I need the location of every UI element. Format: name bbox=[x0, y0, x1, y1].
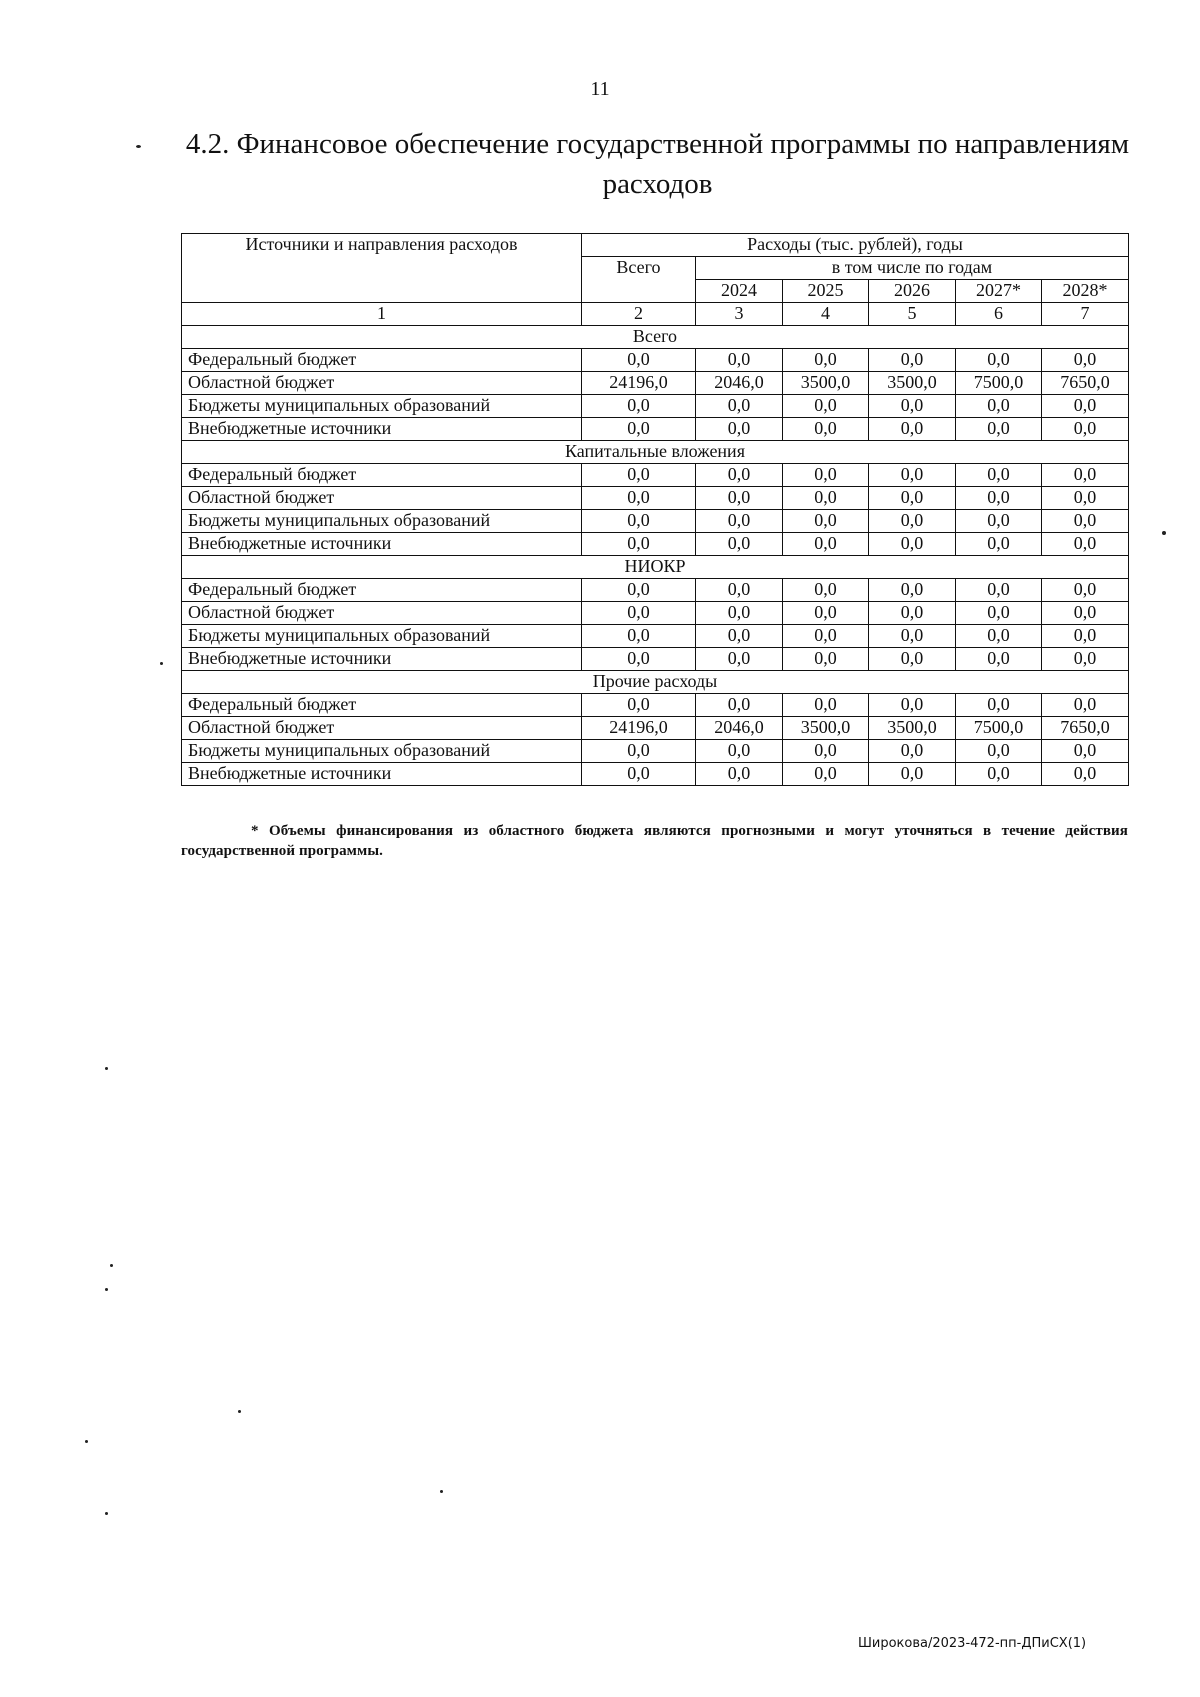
section-row bbox=[182, 671, 1129, 694]
page-number: 11 bbox=[590, 78, 610, 100]
year-value-cell: 7650,0 bbox=[1042, 717, 1129, 740]
year-value-cell: 0,0 bbox=[696, 648, 783, 671]
year-value-cell: 0,0 bbox=[869, 740, 956, 763]
year-value-cell: 0,0 bbox=[783, 579, 869, 602]
year-value-cell: 0,0 bbox=[956, 395, 1042, 418]
year-value-cell: 0,0 bbox=[783, 487, 869, 510]
year-value-cell: 0,0 bbox=[869, 510, 956, 533]
section-title-cell: Капитальные вложения bbox=[182, 441, 1129, 464]
year-value-cell: 0,0 bbox=[956, 579, 1042, 602]
year-value-cell: 0,0 bbox=[1042, 487, 1129, 510]
year-value-cell: 0,0 bbox=[783, 763, 869, 786]
year-value-cell: 0,0 bbox=[956, 763, 1042, 786]
year-value-cell: 0,0 bbox=[956, 602, 1042, 625]
column-number: 5 bbox=[869, 303, 956, 326]
scan-speck bbox=[160, 662, 163, 665]
year-value-cell: 0,0 bbox=[869, 763, 956, 786]
scan-speck bbox=[105, 1288, 108, 1291]
section-title: 4.2. Финансовое обеспечение государственной программы по направлениям расходов bbox=[185, 128, 1130, 200]
year-value-cell: 0,0 bbox=[1042, 625, 1129, 648]
table-row bbox=[182, 717, 1129, 740]
year-value-cell: 0,0 bbox=[1042, 464, 1129, 487]
year-value-cell: 0,0 bbox=[696, 349, 783, 372]
scan-speck bbox=[110, 1264, 113, 1267]
table-row bbox=[182, 487, 1129, 510]
year-value-cell: 0,0 bbox=[1042, 349, 1129, 372]
header-year: 2026 bbox=[869, 280, 956, 303]
year-value-cell: 0,0 bbox=[956, 694, 1042, 717]
table-row bbox=[182, 395, 1129, 418]
table-row bbox=[182, 763, 1129, 786]
total-cell: 0,0 bbox=[582, 602, 696, 625]
budget-table bbox=[181, 233, 1129, 786]
total-cell: 0,0 bbox=[582, 510, 696, 533]
header-source: Источники и направления расходов bbox=[182, 234, 582, 303]
year-value-cell: 3500,0 bbox=[869, 717, 956, 740]
year-value-cell: 7650,0 bbox=[1042, 372, 1129, 395]
total-cell: 24196,0 bbox=[582, 372, 696, 395]
total-cell: 0,0 bbox=[582, 625, 696, 648]
source-cell: Бюджеты муниципальных образований bbox=[182, 395, 582, 418]
year-value-cell: 0,0 bbox=[696, 533, 783, 556]
column-number: 7 bbox=[1042, 303, 1129, 326]
year-value-cell: 0,0 bbox=[956, 349, 1042, 372]
total-cell: 0,0 bbox=[582, 349, 696, 372]
year-value-cell: 0,0 bbox=[696, 395, 783, 418]
year-value-cell: 0,0 bbox=[783, 418, 869, 441]
table-row bbox=[182, 625, 1129, 648]
total-cell: 0,0 bbox=[582, 395, 696, 418]
source-cell: Областной бюджет bbox=[182, 372, 582, 395]
source-cell: Бюджеты муниципальных образований bbox=[182, 510, 582, 533]
table-row bbox=[182, 349, 1129, 372]
column-number: 1 bbox=[182, 303, 582, 326]
year-value-cell: 0,0 bbox=[869, 418, 956, 441]
header-year: 2025 bbox=[783, 280, 869, 303]
section-title-cell: Прочие расходы bbox=[182, 671, 1129, 694]
year-value-cell: 0,0 bbox=[869, 648, 956, 671]
year-value-cell: 0,0 bbox=[696, 740, 783, 763]
year-value-cell: 3500,0 bbox=[783, 717, 869, 740]
section-row bbox=[182, 441, 1129, 464]
column-number: 2 bbox=[582, 303, 696, 326]
year-value-cell: 0,0 bbox=[783, 395, 869, 418]
column-number: 3 bbox=[696, 303, 783, 326]
year-value-cell: 0,0 bbox=[783, 510, 869, 533]
scan-speck bbox=[136, 145, 141, 148]
year-value-cell: 0,0 bbox=[783, 349, 869, 372]
source-cell: Федеральный бюджет bbox=[182, 349, 582, 372]
source-cell: Областной бюджет bbox=[182, 487, 582, 510]
source-cell: Внебюджетные источники bbox=[182, 533, 582, 556]
year-value-cell: 0,0 bbox=[869, 395, 956, 418]
section-title-cell: НИОКР bbox=[182, 556, 1129, 579]
source-cell: Внебюджетные источники bbox=[182, 763, 582, 786]
year-value-cell: 0,0 bbox=[956, 487, 1042, 510]
year-value-cell: 0,0 bbox=[869, 349, 956, 372]
source-cell: Внебюджетные источники bbox=[182, 418, 582, 441]
scan-speck bbox=[105, 1067, 108, 1070]
total-cell: 0,0 bbox=[582, 763, 696, 786]
year-value-cell: 0,0 bbox=[783, 648, 869, 671]
year-value-cell: 0,0 bbox=[1042, 648, 1129, 671]
year-value-cell: 0,0 bbox=[783, 625, 869, 648]
year-value-cell: 0,0 bbox=[869, 487, 956, 510]
header-year: 2024 bbox=[696, 280, 783, 303]
year-value-cell: 0,0 bbox=[696, 763, 783, 786]
total-cell: 24196,0 bbox=[582, 717, 696, 740]
column-number: 6 bbox=[956, 303, 1042, 326]
table-row bbox=[182, 510, 1129, 533]
source-cell: Федеральный бюджет bbox=[182, 464, 582, 487]
total-cell: 0,0 bbox=[582, 648, 696, 671]
source-cell: Бюджеты муниципальных образований bbox=[182, 625, 582, 648]
column-number: 4 bbox=[783, 303, 869, 326]
year-value-cell: 0,0 bbox=[956, 648, 1042, 671]
year-value-cell: 7500,0 bbox=[956, 717, 1042, 740]
year-value-cell: 0,0 bbox=[956, 418, 1042, 441]
year-value-cell: 0,0 bbox=[869, 579, 956, 602]
year-value-cell: 0,0 bbox=[1042, 579, 1129, 602]
year-value-cell: 0,0 bbox=[1042, 694, 1129, 717]
year-value-cell: 0,0 bbox=[1042, 395, 1129, 418]
source-cell: Областной бюджет bbox=[182, 717, 582, 740]
year-value-cell: 0,0 bbox=[783, 694, 869, 717]
year-value-cell: 0,0 bbox=[1042, 740, 1129, 763]
year-value-cell: 0,0 bbox=[869, 625, 956, 648]
year-value-cell: 0,0 bbox=[783, 464, 869, 487]
source-cell: Областной бюджет bbox=[182, 602, 582, 625]
header-year: 2028* bbox=[1042, 280, 1129, 303]
year-value-cell: 0,0 bbox=[783, 740, 869, 763]
scan-speck bbox=[85, 1440, 88, 1443]
year-value-cell: 3500,0 bbox=[869, 372, 956, 395]
section-title-cell: Всего bbox=[182, 326, 1129, 349]
column-numbers-row bbox=[182, 303, 1129, 326]
year-value-cell: 0,0 bbox=[696, 418, 783, 441]
total-cell: 0,0 bbox=[582, 418, 696, 441]
year-value-cell: 0,0 bbox=[869, 602, 956, 625]
year-value-cell: 2046,0 bbox=[696, 717, 783, 740]
header-expenses: Расходы (тыс. рублей), годы bbox=[582, 234, 1129, 257]
year-value-cell: 0,0 bbox=[696, 579, 783, 602]
section-row bbox=[182, 326, 1129, 349]
year-value-cell: 0,0 bbox=[956, 464, 1042, 487]
scan-speck bbox=[105, 1512, 108, 1515]
year-value-cell: 0,0 bbox=[1042, 418, 1129, 441]
header-total: Всего bbox=[582, 257, 696, 303]
header-by-years: в том числе по годам bbox=[696, 257, 1129, 280]
table-row bbox=[182, 740, 1129, 763]
year-value-cell: 0,0 bbox=[696, 625, 783, 648]
table-row bbox=[182, 694, 1129, 717]
source-cell: Федеральный бюджет bbox=[182, 579, 582, 602]
year-value-cell: 0,0 bbox=[1042, 510, 1129, 533]
table-row bbox=[182, 418, 1129, 441]
year-value-cell: 0,0 bbox=[956, 510, 1042, 533]
table-row bbox=[182, 372, 1129, 395]
section-row bbox=[182, 556, 1129, 579]
year-value-cell: 0,0 bbox=[869, 464, 956, 487]
source-cell: Федеральный бюджет bbox=[182, 694, 582, 717]
source-cell: Внебюджетные источники bbox=[182, 648, 582, 671]
total-cell: 0,0 bbox=[582, 487, 696, 510]
table-row bbox=[182, 602, 1129, 625]
year-value-cell: 0,0 bbox=[869, 694, 956, 717]
year-value-cell: 0,0 bbox=[783, 602, 869, 625]
year-value-cell: 0,0 bbox=[783, 533, 869, 556]
total-cell: 0,0 bbox=[582, 740, 696, 763]
scan-speck bbox=[1162, 531, 1166, 535]
year-value-cell: 0,0 bbox=[696, 694, 783, 717]
source-cell: Бюджеты муниципальных образований bbox=[182, 740, 582, 763]
year-value-cell: 7500,0 bbox=[956, 372, 1042, 395]
total-cell: 0,0 bbox=[582, 579, 696, 602]
scan-speck bbox=[238, 1410, 241, 1413]
total-cell: 0,0 bbox=[582, 464, 696, 487]
footnote: * Объемы финансирования из областного бюджета являются прогнозными и могут уточняться в течение действия государственной программы. bbox=[181, 823, 1128, 859]
year-value-cell: 0,0 bbox=[1042, 602, 1129, 625]
year-value-cell: 0,0 bbox=[696, 602, 783, 625]
year-value-cell: 0,0 bbox=[956, 533, 1042, 556]
year-value-cell: 0,0 bbox=[1042, 533, 1129, 556]
table-row bbox=[182, 648, 1129, 671]
total-cell: 0,0 bbox=[582, 533, 696, 556]
scan-speck bbox=[440, 1490, 443, 1493]
year-value-cell: 0,0 bbox=[1042, 763, 1129, 786]
table-row bbox=[182, 579, 1129, 602]
year-value-cell: 0,0 bbox=[696, 464, 783, 487]
budget-table-header bbox=[182, 234, 1129, 326]
year-value-cell: 2046,0 bbox=[696, 372, 783, 395]
total-cell: 0,0 bbox=[582, 694, 696, 717]
budget-table-body bbox=[182, 326, 1129, 786]
year-value-cell: 0,0 bbox=[869, 533, 956, 556]
year-value-cell: 0,0 bbox=[696, 510, 783, 533]
year-value-cell: 3500,0 bbox=[783, 372, 869, 395]
year-value-cell: 0,0 bbox=[956, 625, 1042, 648]
table-row bbox=[182, 464, 1129, 487]
year-value-cell: 0,0 bbox=[956, 740, 1042, 763]
document-code: Широкова/2023-472-пп-ДПиСХ(1) bbox=[858, 1636, 1087, 1651]
year-value-cell: 0,0 bbox=[696, 487, 783, 510]
header-year: 2027* bbox=[956, 280, 1042, 303]
table-row bbox=[182, 533, 1129, 556]
